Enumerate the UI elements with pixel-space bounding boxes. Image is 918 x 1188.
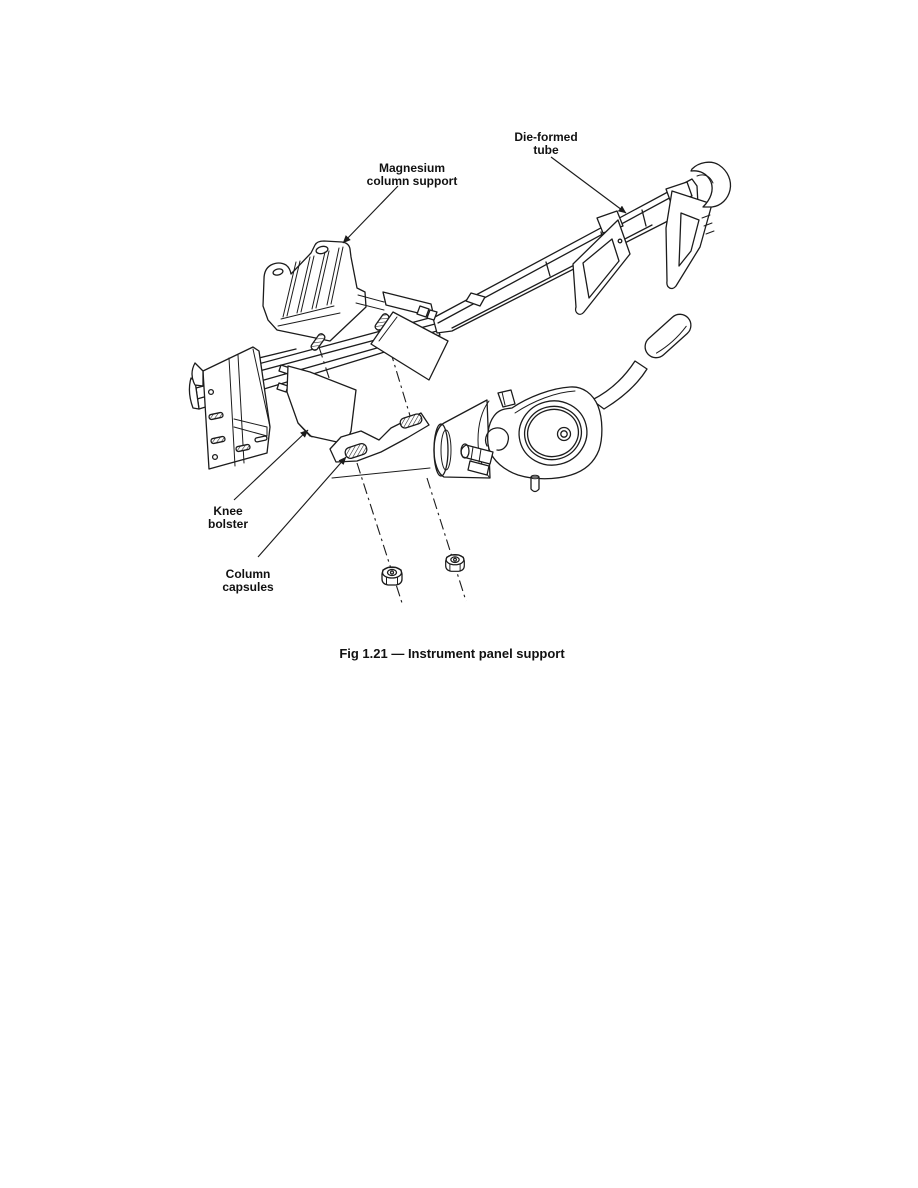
label-knee-line1: Knee: [213, 504, 243, 518]
shift-lever-handle: [641, 310, 696, 362]
label-die-formed-line2: tube: [533, 143, 559, 157]
line-drawing: [189, 162, 730, 603]
tube-bracket-left: [573, 211, 630, 314]
label-magnesium-line2: column support: [366, 174, 458, 188]
hex-nut-left: [382, 567, 402, 585]
leader-column-capsules: [258, 457, 346, 557]
label-knee-line2: bolster: [207, 517, 249, 531]
knee-bolster-drawing: [277, 365, 356, 444]
leader-magnesium-column-support: [343, 186, 398, 243]
label-die-formed-line1: Die-formed: [514, 130, 578, 144]
label-capsules-line1: Column: [225, 567, 271, 581]
label-capsules-line2: capsules: [222, 580, 274, 594]
die-formed-tube-drawing: [433, 179, 698, 333]
label-magnesium-line1: Magnesium: [378, 161, 446, 175]
leader-die-formed-tube: [551, 157, 626, 213]
stud-centerline-right: [427, 478, 466, 601]
figure-caption: Fig 1.21 — Instrument panel support: [339, 646, 565, 661]
hex-nut-right: [446, 555, 465, 572]
tube-bracket-right: [666, 182, 714, 288]
